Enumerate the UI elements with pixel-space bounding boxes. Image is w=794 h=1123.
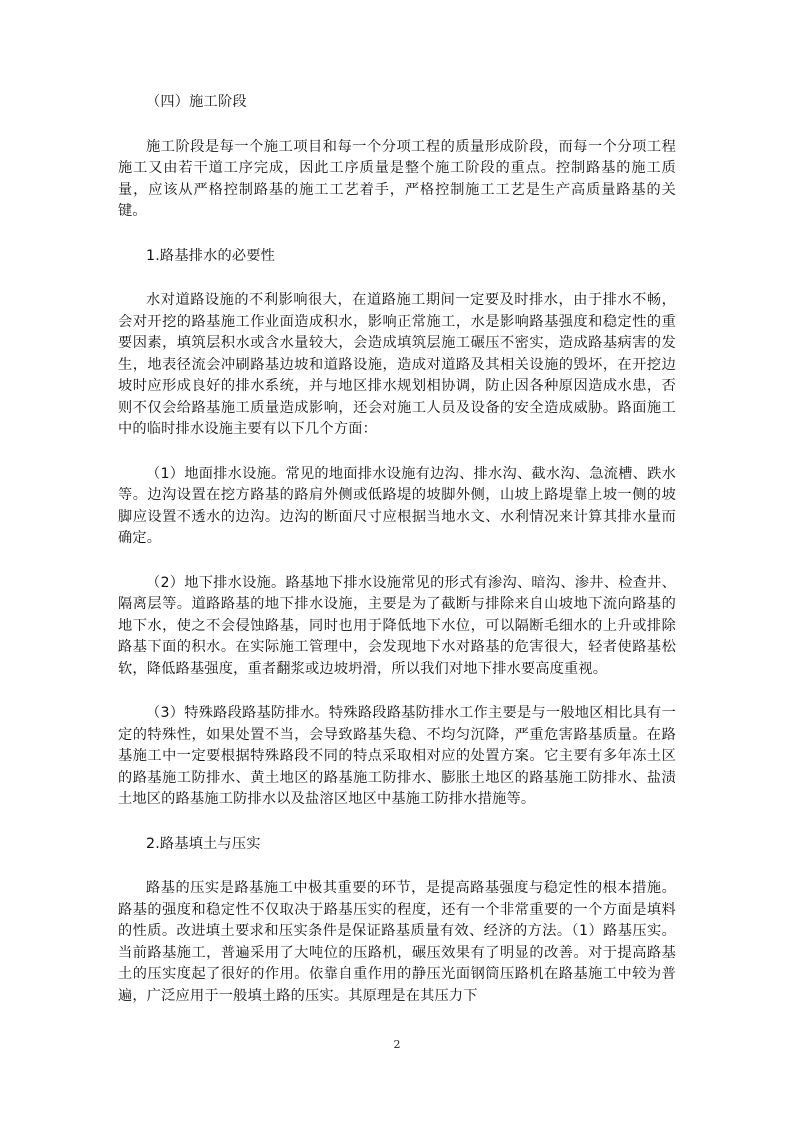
document-body (118, 92, 676, 1030)
section-heading: （四）施工阶段 (146, 94, 247, 110)
drainage-paragraph: 水对道路设施的不利影响很大，在道路施工期间一定要及时排水，由于排水不畅，会对开挖的路基施工作业面造成积水，影响正常施工，水是影响路基强度和稳定性的重要因素，填筑层积水或含水量较大，会造成填筑层施工碾压不密实，造成路基病害的发生，地表径流会冲刷路基边坡和道路设施，造成对道路及其相关设施的毁坏，在开挖边坡时应形成良好的排水系统，并与地区排水规划相协调，防止因各种原因造成水患，否则不仅会给路基施工质量造成影响，还会对施工人员及设备的安全造成威胁。路面施工中的临时排水设施主要有以下几个方面： (118, 292, 676, 437)
subheading-drainage: 1.路基排水的必要性 (146, 247, 276, 264)
intro-paragraph: 施工阶段是每一个施工项目和每一个分项工程的质量形成阶段，而每一个分项工程施工又由若干道工序完成，因此工序质量是整个施工阶段的重点。控制路基的施工质量，应该从严格控制路基的施工工艺着手，严格控制施工工艺是生产高质量路基的关键。 (118, 138, 676, 219)
surface-drainage-paragraph: （1）地面排水设施。常见的地面排水设施有边沟、排水沟、截水沟、急流槽、跌水等。边沟设置在挖方路基的路肩外侧或低路堤的坡脚外侧，山坡上路堤靠上坡一侧的坡脚应设置不透水的边沟。边沟的断面尺寸应根据当地水文、水利情况来计算其排水量而确定。 (118, 465, 676, 546)
subheading-compaction: 2.路基填土与压实 (146, 835, 261, 852)
page-number: 2 (393, 1038, 401, 1051)
compaction-paragraph: 路基的压实是路基施工中极其重要的环节，是提高路基强度与稳定性的根本措施。路基的强度和稳定性不仅取决于路基压实的程度，还有一个非常重要的一个方面是填料的性质。改进填土要求和压实条件是保证路基质量有效、经济的方法。（1）路基压实。当前路基施工，普遍采用了大吨位的压路机，碾压效果有了明显的改善。对于提高路基土的压实度起了很好的作用。依靠自重作用的静压光面钢筒压路机在路基施工中较为普遍，广泛应用于一般填土路的压实。其原理是在其压力下 (118, 880, 676, 1004)
underground-drainage-paragraph: （2）地下排水设施。路基地下排水设施常见的形式有渗沟、暗沟、渗井、检查井、隔离层等。道路路基的地下排水设施，主要是为了截断与排除来自山坡地下流向路基的地下水，使之不会侵蚀路基，同时也用于降低地下水位，可以隔断毛细水的上升或排除路基下面的积水。在实际施工管理中，会发现地下水对路基的危害很大，轻者使路基松软，降低路基强度，重者翻浆或边坡坍滑，所以我们对地下排水要高度重视。 (118, 574, 676, 677)
special-section-drainage-paragraph: （3）特殊路段路基防排水。特殊路段路基防排水工作主要是与一般地区相比具有一定的特殊性，如果处置不当，会导致路基失稳、不均匀沉降，严重危害路基质量。在路基施工中一定要根据特殊路段不同的特点采取相对应的处置方案。它主要有多年冻土区的路基施工防排水、黄土地区的路基施工防排水、膨胀土地区的路基施工防排水、盐渍土地区的路基施工防排水以及盐溶区地区中基施工防排水措施等。 (118, 705, 676, 807)
